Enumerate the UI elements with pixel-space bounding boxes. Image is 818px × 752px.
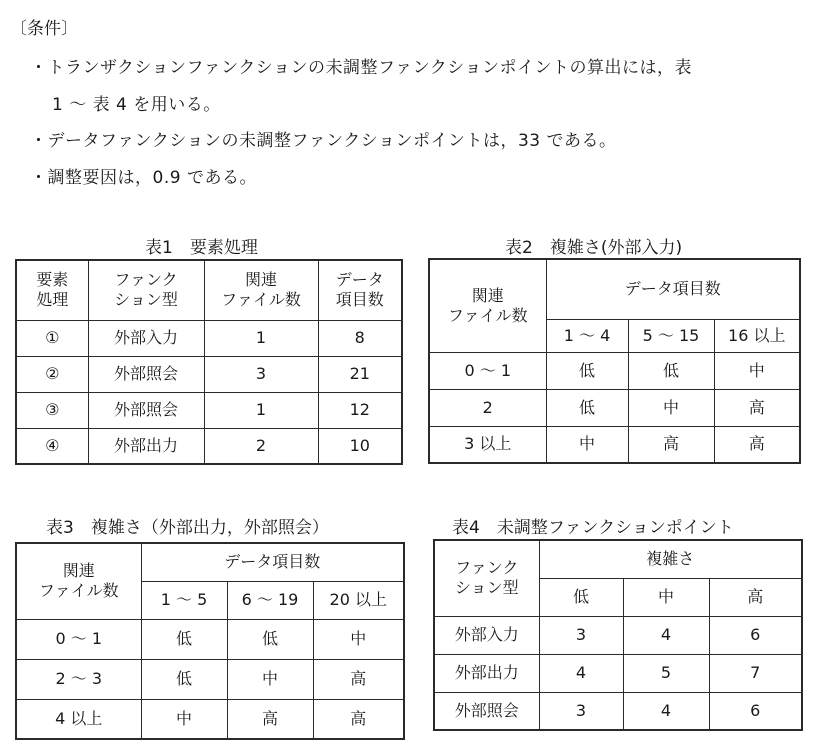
table-row-label: 外部入力: [434, 616, 539, 654]
table-cell: 外部入力: [88, 320, 204, 356]
table4-caption: 表4 未調整ファンクションポイント: [452, 518, 734, 538]
table2-column-header: 16 以上: [714, 319, 800, 352]
table-cell: 3: [539, 692, 623, 730]
table2-row-header: 関連 ファイル数: [429, 259, 546, 352]
table-cell: 10: [318, 428, 402, 464]
table-row: [16, 428, 402, 464]
table-cell: 外部照会: [88, 356, 204, 392]
table-cell: 高: [313, 699, 404, 739]
table3-column-header: 1 ～ 5: [141, 581, 227, 619]
table-row: [16, 320, 402, 356]
table-cell: 中: [628, 389, 714, 426]
table-cell: 高: [313, 659, 404, 699]
table1-header-cell: 関連 ファイル数: [204, 260, 318, 320]
table4-header-row: [434, 540, 802, 578]
table-row: [429, 389, 800, 426]
table-row-label: 2 ～ 3: [16, 659, 141, 699]
table4-column-group-header: 複雑さ: [539, 540, 802, 578]
table-cell: 低: [628, 352, 714, 389]
table-row-label: 外部出力: [434, 654, 539, 692]
table4-row-header: ファンク ション型: [434, 540, 539, 616]
table3-column-group-header: データ項目数: [141, 543, 404, 581]
table-cell: 21: [318, 356, 402, 392]
table-cell: ④: [16, 428, 88, 464]
condition-bullet-1-line-2: 1 ～ 表 4 を用いる。: [52, 95, 221, 115]
table1-header-row: [16, 260, 402, 320]
table-row: [16, 356, 402, 392]
table4-column-header: 高: [709, 578, 802, 616]
table-cell: 高: [628, 426, 714, 463]
table-row: [434, 654, 802, 692]
table-cell: ③: [16, 392, 88, 428]
table-cell: 中: [546, 426, 628, 463]
table-row-label: 0 ～ 1: [429, 352, 546, 389]
table-cell: 高: [714, 389, 800, 426]
table-cell: 4: [623, 616, 709, 654]
table-cell: 6: [709, 692, 802, 730]
table4-column-header: 低: [539, 578, 623, 616]
table-cell: 低: [227, 619, 313, 659]
table3-column-header: 6 ～ 19: [227, 581, 313, 619]
table-row: [16, 699, 404, 739]
table-row: [434, 616, 802, 654]
table-cell: 3: [204, 356, 318, 392]
table-cell: 4: [623, 692, 709, 730]
table1-caption: 表1 要素処理: [145, 238, 258, 258]
table-cell: 5: [623, 654, 709, 692]
table-cell: 高: [714, 426, 800, 463]
table3-column-header: 20 以上: [313, 581, 404, 619]
table-row: [16, 619, 404, 659]
table-cell: 2: [204, 428, 318, 464]
table-row-label: 4 以上: [16, 699, 141, 739]
table-row: [429, 352, 800, 389]
table-cell: 7: [709, 654, 802, 692]
conditions-heading: 〔条件〕: [10, 19, 78, 39]
table3-row-header: 関連 ファイル数: [16, 543, 141, 619]
table-row-label: 3 以上: [429, 426, 546, 463]
table-cell: 4: [539, 654, 623, 692]
table-row: [434, 692, 802, 730]
table2-header-row: [429, 259, 800, 319]
table-cell: 1: [204, 392, 318, 428]
table4-unadjusted-function-points: [433, 539, 803, 731]
table2-column-header: 1 ～ 4: [546, 319, 628, 352]
condition-bullet-3: ・調整要因は，0.9 である。: [30, 168, 257, 188]
table-cell: ②: [16, 356, 88, 392]
table-row: [16, 392, 402, 428]
table-cell: 中: [141, 699, 227, 739]
table-cell: 1: [204, 320, 318, 356]
table-row-label: 2: [429, 389, 546, 426]
table2-complexity-external-input: [428, 258, 801, 464]
table-cell: 低: [141, 659, 227, 699]
table3-complexity-external-output-inquiry: [15, 542, 405, 740]
table-cell: 低: [546, 389, 628, 426]
table-row: [429, 426, 800, 463]
table-row-label: 0 ～ 1: [16, 619, 141, 659]
table2-caption: 表2 複雑さ(外部入力): [505, 238, 683, 258]
table-cell: 高: [227, 699, 313, 739]
table-cell: 外部出力: [88, 428, 204, 464]
table-row-label: 外部照会: [434, 692, 539, 730]
table4-column-header: 中: [623, 578, 709, 616]
table1-header-cell: データ 項目数: [318, 260, 402, 320]
table-cell: 外部照会: [88, 392, 204, 428]
condition-bullet-2: ・データファンクションの未調整ファンクションポイントは，33 である。: [30, 131, 617, 151]
table1-element-processing: [15, 259, 403, 465]
table3-caption: 表3 複雑さ（外部出力，外部照会）: [46, 518, 329, 538]
table-row: [16, 659, 404, 699]
table1-header-cell: ファンク ション型: [88, 260, 204, 320]
table-cell: 低: [546, 352, 628, 389]
condition-bullet-1-line-1: ・トランザクションファンクションの未調整ファンクションポイントの算出には，表: [30, 58, 692, 78]
table-cell: 3: [539, 616, 623, 654]
table2-column-header: 5 ～ 15: [628, 319, 714, 352]
table-cell: ①: [16, 320, 88, 356]
table-cell: 8: [318, 320, 402, 356]
table2-column-group-header: データ項目数: [546, 259, 800, 319]
table-cell: 6: [709, 616, 802, 654]
table-cell: 中: [227, 659, 313, 699]
table-cell: 低: [141, 619, 227, 659]
table-cell: 12: [318, 392, 402, 428]
table1-header-cell: 要素 処理: [16, 260, 88, 320]
table-cell: 中: [714, 352, 800, 389]
table-cell: 中: [313, 619, 404, 659]
table3-header-row: [16, 543, 404, 581]
